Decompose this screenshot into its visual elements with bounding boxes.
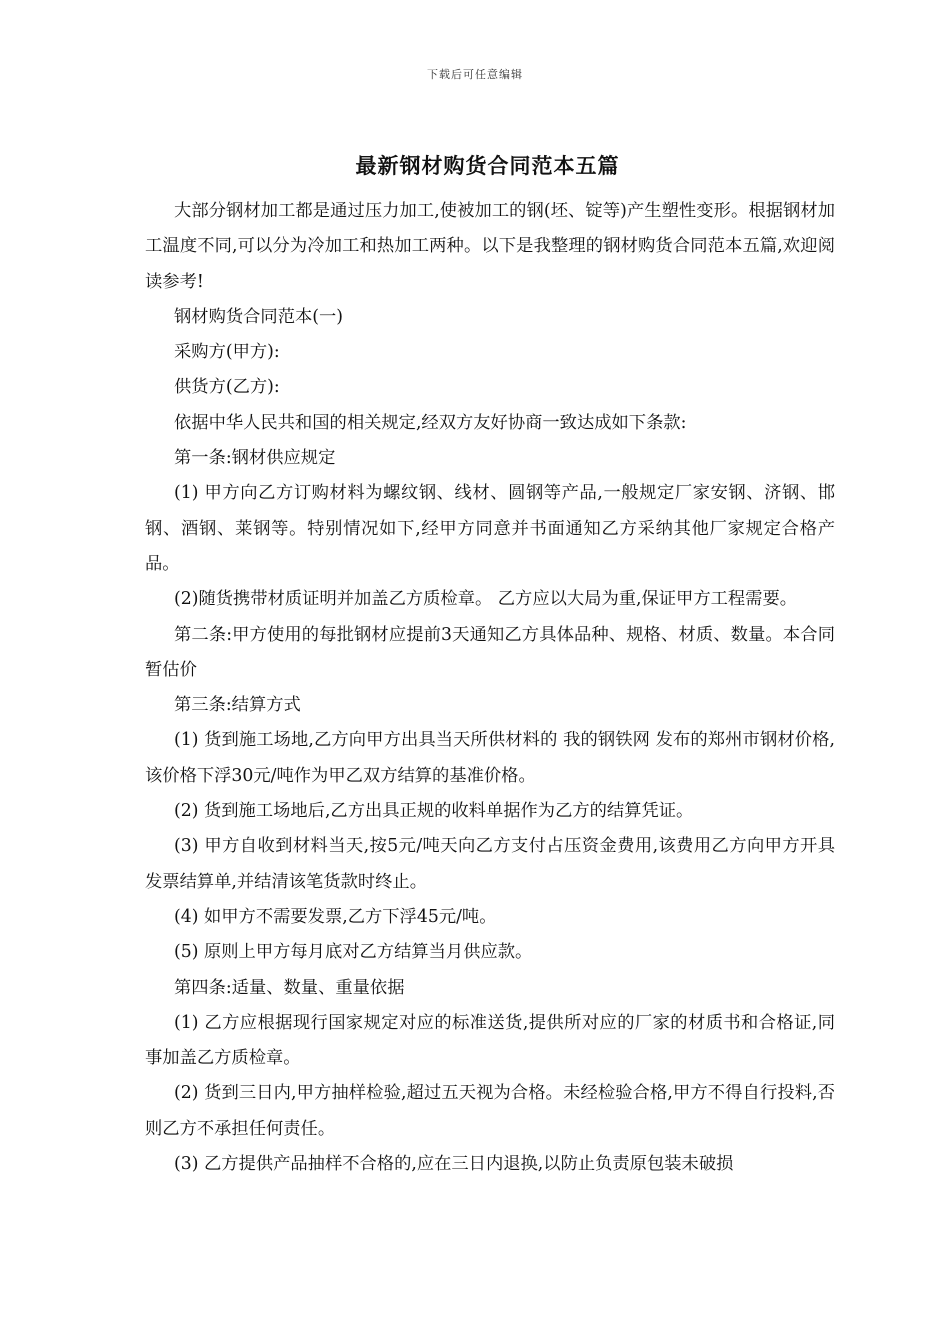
article-3-heading: 第三条:结算方式: [174, 695, 301, 716]
header-note: 下载后可任意编辑: [427, 68, 523, 81]
preamble-paragraph: 依据中华人民共和国的相关规定,经双方友好协商一致达成如下条款:: [174, 412, 687, 433]
contract-heading: 钢材购货合同范本(一): [174, 306, 344, 327]
article-3-clause-1: (1) 货到施工场地,乙方向甲方出具当天所供材料的 我的钢铁网 发布的郑州市钢材价格,该价格下浮30元/吨作为甲乙双方结算的基准价格。: [145, 730, 835, 786]
article-4-clause-2: (2) 货到三日内,甲方抽样检验,超过五天视为合格。未经检验合格,甲方不得自行投料,否则乙方不承担任何责任。: [145, 1083, 835, 1139]
article-1-clause-2: (2)随货携带材质证明并加盖乙方质检章。 乙方应以大局为重,保证甲方工程需要。: [174, 589, 798, 610]
article-4-heading: 第四条:适量、数量、重量依据: [174, 977, 405, 998]
document-body: [145, 194, 835, 1182]
article-1-clause-1: (1) 甲方向乙方订购材料为螺纹钢、线材、圆钢等产品,一般规定厂家安钢、济钢、邯钢、酒钢、莱钢等。特别情况如下,经甲方同意并书面通知乙方采纳其他厂家规定合格产品。: [145, 483, 835, 574]
article-3-clause-3: (3) 甲方自收到材料当天,按5元/吨天向乙方支付占压资金费用,该费用乙方向甲方开具发票结算单,并结清该笔货款时终止。: [145, 836, 835, 892]
party-a-line: 采购方(甲方):: [174, 342, 280, 363]
article-3-clause-4: (4) 如甲方不需要发票,乙方下浮45元/吨。: [174, 906, 497, 927]
intro-paragraph: 大部分钢材加工都是通过压力加工,使被加工的钢(坯、锭等)产生塑性变形。根据钢材加工温度不同,可以分为冷加工和热加工两种。以下是我整理的钢材购货合同范本五篇,欢迎阅读参考!: [145, 201, 835, 292]
article-4-clause-1: (1) 乙方应根据现行国家规定对应的标准送货,提供所对应的厂家的材质书和合格证,同事加盖乙方质检章。: [145, 1012, 835, 1069]
article-3-clause-5: (5) 原则上甲方每月底对乙方结算当月供应款。: [174, 942, 533, 963]
document-title: 最新钢材购货合同范本五篇: [355, 153, 620, 178]
article-4-clause-3: (3) 乙方提供产品抽样不合格的,应在三日内退换,以防止负责原包装未破损: [174, 1154, 734, 1175]
article-1-heading: 第一条:钢材供应规定: [174, 448, 336, 469]
article-2-paragraph: 第二条:甲方使用的每批钢材应提前3天通知乙方具体品种、规格、材质、数量。本合同暂估价: [145, 624, 835, 680]
party-b-line: 供货方(乙方):: [174, 377, 280, 398]
article-3-clause-2: (2) 货到施工场地后,乙方出具正规的收料单据作为乙方的结算凭证。: [174, 801, 694, 822]
